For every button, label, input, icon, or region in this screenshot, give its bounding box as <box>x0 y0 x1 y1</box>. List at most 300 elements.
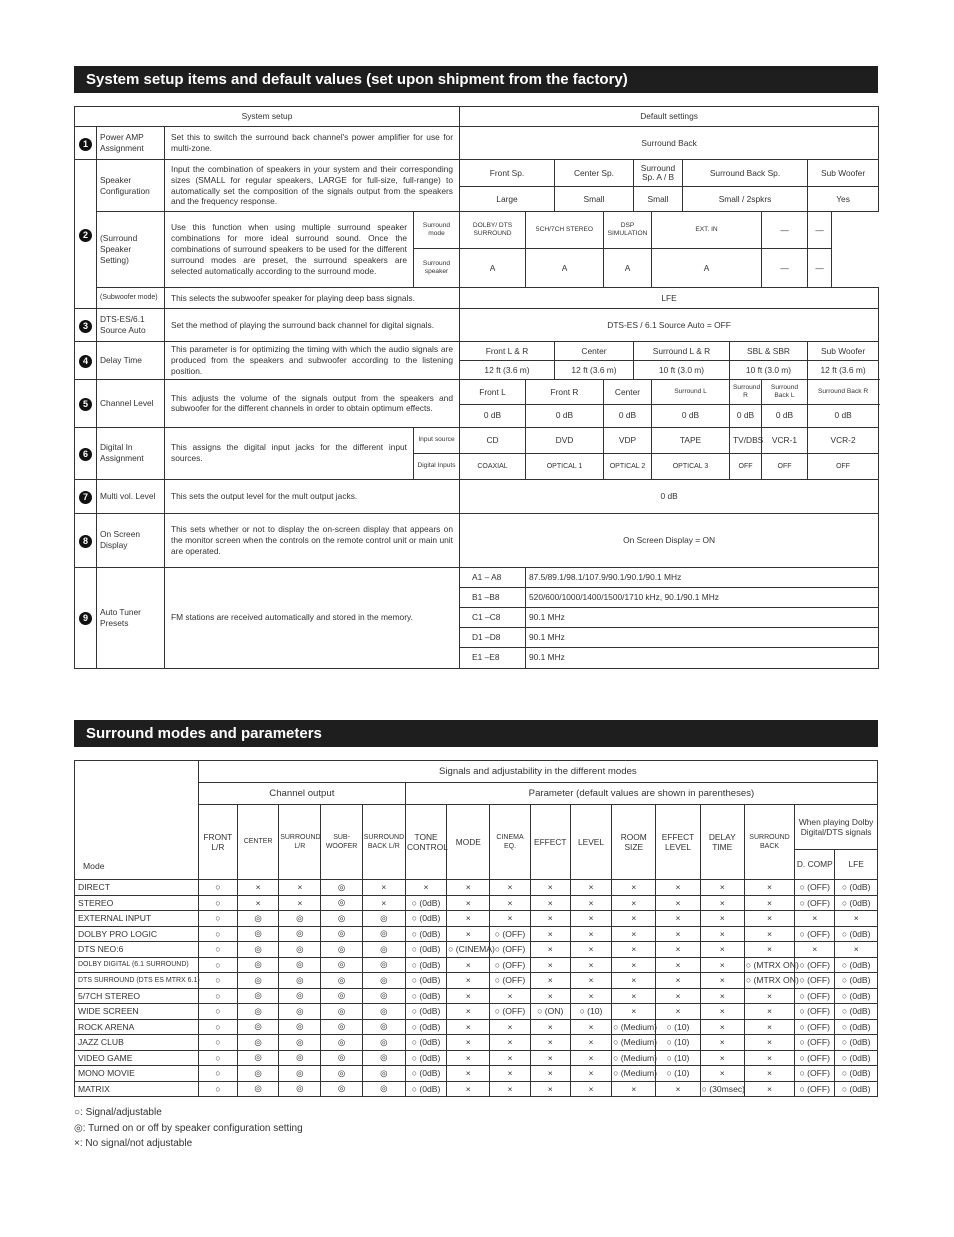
level-head: Front L <box>460 380 526 405</box>
mode-cell: × <box>570 1050 611 1066</box>
mode-cell: × <box>447 1081 490 1097</box>
mode-cell: ○ <box>198 895 237 911</box>
item-description: FM stations are received automatically and stored in the memory. <box>165 567 460 668</box>
default-value: On Screen Display = ON <box>460 513 879 567</box>
mode-cell: × <box>530 1066 570 1082</box>
mode-cell: ○ (0dB) <box>405 926 446 942</box>
item-name: Power AMP Assignment <box>97 127 165 160</box>
item-number: 5 <box>75 380 97 428</box>
preset-band: E1 –E8 <box>460 647 526 668</box>
mode-cell: × <box>405 880 446 896</box>
mode-cell: × <box>447 1019 490 1035</box>
mode-cell: ◎ <box>237 973 278 989</box>
delay-value: 12 ft (3.6 m) <box>808 361 879 380</box>
mode-cell: ○ <box>198 1004 237 1020</box>
mode-cell: ○ (OFF) <box>795 973 835 989</box>
mode-cell: ◎ <box>362 1019 405 1035</box>
mode-cell: ○ <box>198 1066 237 1082</box>
mode-cell: × <box>570 895 611 911</box>
mode-name: STEREO <box>75 895 199 911</box>
mode-name: DIRECT <box>75 880 199 896</box>
mode-cell: ◎ <box>237 1019 278 1035</box>
dolby-dts-header: When playing Dolby Digital/DTS signals <box>795 805 878 850</box>
delay-value: 10 ft (3.0 m) <box>730 361 808 380</box>
mode-cell: ◎ <box>362 1004 405 1020</box>
mode-cell: × <box>612 880 656 896</box>
surround-mode: EXT. IN <box>652 212 762 249</box>
mode-cell: ○ (OFF) <box>795 988 835 1004</box>
preset-band: B1 –B8 <box>460 587 526 607</box>
mode-cell: × <box>700 1066 744 1082</box>
mode-cell: ◎ <box>279 1081 321 1097</box>
surround-mode: — <box>808 212 832 249</box>
mode-cell: × <box>700 1035 744 1051</box>
mode-cell: ○ (0dB) <box>835 1035 878 1051</box>
mode-cell: × <box>490 1019 530 1035</box>
mode-cell: × <box>490 1035 530 1051</box>
mode-cell: ◎ <box>237 926 278 942</box>
mode-cell: ◎ <box>362 1066 405 1082</box>
speaker-value: Small <box>555 187 634 212</box>
mode-cell: × <box>362 895 405 911</box>
mode-cell: ○ (OFF) <box>490 973 530 989</box>
mode-cell: × <box>530 957 570 973</box>
mode-cell: × <box>570 1035 611 1051</box>
table-row <box>75 880 878 896</box>
mode-cell: × <box>530 895 570 911</box>
mode-cell: ◎ <box>279 926 321 942</box>
mode-cell: ○ (0dB) <box>405 957 446 973</box>
column-header: FRONT L/R <box>198 805 237 880</box>
item-number: 9 <box>75 567 97 668</box>
mode-cell: ○ (Medium) <box>612 1019 656 1035</box>
mode-cell: × <box>490 1050 530 1066</box>
item-number: 3 <box>75 309 97 342</box>
mode-cell: ○ (Medium) <box>612 1035 656 1051</box>
mode-cell: ○ <box>198 1035 237 1051</box>
system-setup-table <box>74 106 879 669</box>
mode-cell: × <box>700 1004 744 1020</box>
column-header: D. COMP <box>795 850 835 880</box>
mode-cell: × <box>530 973 570 989</box>
delay-head: SBL & SBR <box>730 342 808 361</box>
mode-name: DTS SURROUND (DTS ES MTRX 6.1) <box>75 973 199 989</box>
mode-cell: ◎ <box>237 911 278 927</box>
table-row <box>75 973 878 989</box>
input-source: DVD <box>526 427 604 453</box>
mode-cell: × <box>700 957 744 973</box>
mode-cell: × <box>744 988 794 1004</box>
mode-cell: ◎ <box>279 957 321 973</box>
mode-cell: × <box>447 1066 490 1082</box>
mode-cell: ○ (10) <box>656 1050 700 1066</box>
surround-mode: 5CH/7CH STEREO <box>526 212 604 249</box>
item-name: On Screen Display <box>97 513 165 567</box>
mode-cell: ◎ <box>279 1035 321 1051</box>
mode-name: MATRIX <box>75 1081 199 1097</box>
mode-cell: × <box>700 1019 744 1035</box>
section-title-surround-modes: Surround modes and parameters <box>74 720 878 747</box>
mode-cell: ○ (ON) <box>530 1004 570 1020</box>
mode-cell: × <box>656 973 700 989</box>
mode-cell: ◎ <box>237 1004 278 1020</box>
column-header: TONE CONTROL <box>405 805 446 880</box>
mode-cell: × <box>744 1050 794 1066</box>
mode-cell: ◎ <box>321 1004 362 1020</box>
digital-input: OPTICAL 1 <box>526 453 604 479</box>
section-title-system-setup: System setup items and default values (set upon shipment from the factory) <box>74 66 878 93</box>
surround-speaker: A <box>460 249 526 288</box>
mode-cell: × <box>447 1004 490 1020</box>
delay-value: 12 ft (3.6 m) <box>555 361 634 380</box>
mode-cell: ○ (OFF) <box>490 926 530 942</box>
mode-cell: × <box>612 895 656 911</box>
mode-cell: ○ (0dB) <box>405 895 446 911</box>
legend-speaker-config: ◎: Turned on or off by speaker configuration setting <box>74 1122 303 1134</box>
mode-cell: ○ (OFF) <box>795 880 835 896</box>
mode-cell: ◎ <box>279 1066 321 1082</box>
mode-name: EXTERNAL INPUT <box>75 911 199 927</box>
mode-cell: × <box>656 911 700 927</box>
mode-cell: ◎ <box>279 1019 321 1035</box>
item-number: 8 <box>75 513 97 567</box>
item-description: This assigns the digital input jacks for the different input sources. <box>165 427 414 479</box>
speaker-value: Small / 2spkrs <box>683 187 808 212</box>
surround-mode: — <box>762 212 808 249</box>
default-value: DTS-ES / 6.1 Source Auto = OFF <box>460 309 879 342</box>
mode-cell: × <box>744 942 794 958</box>
mode-cell: × <box>570 973 611 989</box>
mode-cell: ○ <box>198 926 237 942</box>
mode-cell: ○ (0dB) <box>405 911 446 927</box>
preset-frequencies: 87.5/89.1/98.1/107.9/90.1/90.1/90.1 MHz <box>526 567 879 587</box>
mode-cell: ◎ <box>321 1081 362 1097</box>
mode-cell: ◎ <box>321 988 362 1004</box>
mode-cell: ◎ <box>237 1035 278 1051</box>
mode-cell: × <box>835 911 878 927</box>
mode-cell: × <box>744 911 794 927</box>
mode-cell: ◎ <box>279 1050 321 1066</box>
mode-cell: ◎ <box>321 1066 362 1082</box>
preset-band: A1 – A8 <box>460 567 526 587</box>
digital-inputs-label: Digital Inputs <box>414 453 460 479</box>
surround-speaker: — <box>762 249 808 288</box>
mode-cell: × <box>835 942 878 958</box>
mode-cell: ◎ <box>321 1050 362 1066</box>
mode-cell: × <box>447 957 490 973</box>
mode-cell: ○ (OFF) <box>795 895 835 911</box>
mode-cell: × <box>530 988 570 1004</box>
item-description: Set the method of playing the surround back channel for digital signals. <box>165 309 460 342</box>
speaker-head: Surround Sp. A / B <box>634 160 683 187</box>
mode-cell: ○ (Medium) <box>612 1050 656 1066</box>
speaker-value: Large <box>460 187 555 212</box>
item-description: Use this function when using multiple surround speaker combinations for more ideal surround sound. Once the combinations of surround speakers to be used for the different surround modes are preset, the surround speakers are selected automatically according to the surround mode. <box>165 212 414 288</box>
mode-cell: × <box>447 895 490 911</box>
level-head: Surround R <box>730 380 762 405</box>
mode-cell: ◎ <box>321 926 362 942</box>
mode-cell: ◎ <box>279 973 321 989</box>
preset-frequencies: 90.1 MHz <box>526 607 879 627</box>
surround-speaker: — <box>808 249 832 288</box>
mode-cell: × <box>656 942 700 958</box>
mode-cell: × <box>744 1019 794 1035</box>
mode-cell: × <box>612 926 656 942</box>
mode-cell: ○ (0dB) <box>835 895 878 911</box>
mode-cell: × <box>744 1004 794 1020</box>
item-number: 4 <box>75 342 97 380</box>
mode-cell: ◎ <box>362 1081 405 1097</box>
mode-cell: ○ (OFF) <box>795 926 835 942</box>
item-description: Set this to switch the surround back channel's power amplifier for use for multi-zone. <box>165 127 460 160</box>
delay-head: Surround L & R <box>634 342 730 361</box>
digital-input: OFF <box>808 453 879 479</box>
mode-name: DOLBY DIGITAL (6.1 SURROUND) <box>75 957 199 973</box>
mode-cell: × <box>530 911 570 927</box>
mode-cell: × <box>237 895 278 911</box>
column-header: SURROUND BACK L/R <box>362 805 405 880</box>
mode-name: DOLBY PRO LOGIC <box>75 926 199 942</box>
item-number: 6 <box>75 427 97 479</box>
speaker-head: Surround Back Sp. <box>683 160 808 187</box>
table-row <box>75 1019 878 1035</box>
digital-input: OPTICAL 3 <box>652 453 730 479</box>
level-value: 0 dB <box>460 405 526 428</box>
mode-cell: ◎ <box>362 1050 405 1066</box>
mode-cell: × <box>490 1081 530 1097</box>
mode-cell: × <box>700 926 744 942</box>
mode-cell: × <box>362 880 405 896</box>
mode-cell: × <box>570 942 611 958</box>
delay-head: Sub Woofer <box>808 342 879 361</box>
mode-cell: ○ (0dB) <box>405 1066 446 1082</box>
mode-cell: × <box>570 1019 611 1035</box>
level-value: 0 dB <box>604 405 652 428</box>
mode-cell: × <box>612 1081 656 1097</box>
mode-cell: × <box>744 880 794 896</box>
mode-cell: ◎ <box>321 1019 362 1035</box>
default-value: LFE <box>460 288 879 309</box>
mode-cell: × <box>700 895 744 911</box>
mode-cell: × <box>700 973 744 989</box>
mode-cell: ○ (0dB) <box>835 1019 878 1035</box>
level-head: Front R <box>526 380 604 405</box>
mode-cell: ◎ <box>321 942 362 958</box>
mode-cell: ○ (30msec) <box>700 1081 744 1097</box>
input-source-label: Input source <box>414 427 460 453</box>
column-header: ROOM SIZE <box>612 805 656 880</box>
surround-mode: DOLBY/ DTS SURROUND <box>460 212 526 249</box>
mode-cell: ○ (0dB) <box>835 1050 878 1066</box>
speaker-head: Front Sp. <box>460 160 555 187</box>
mode-cell: × <box>612 973 656 989</box>
mode-cell: × <box>795 942 835 958</box>
mode-cell: × <box>656 895 700 911</box>
table-row <box>75 911 878 927</box>
mode-cell: ○ (0dB) <box>835 1066 878 1082</box>
mode-cell: × <box>612 1004 656 1020</box>
mode-cell: × <box>612 988 656 1004</box>
mode-cell: × <box>447 988 490 1004</box>
speaker-head: Sub Woofer <box>808 160 879 187</box>
level-head: Surround L <box>652 380 730 405</box>
table-row <box>75 957 878 973</box>
level-value: 0 dB <box>730 405 762 428</box>
item-number: 2 <box>75 160 97 309</box>
level-head: Surround Back R <box>808 380 879 405</box>
mode-cell: × <box>795 911 835 927</box>
preset-band: C1 –C8 <box>460 607 526 627</box>
mode-cell: × <box>447 911 490 927</box>
level-head: Center <box>604 380 652 405</box>
mode-cell: × <box>744 926 794 942</box>
mode-cell: × <box>530 1050 570 1066</box>
mode-cell: × <box>612 957 656 973</box>
mode-cell: × <box>447 926 490 942</box>
mode-cell: ◎ <box>237 1081 278 1097</box>
table-row <box>75 926 878 942</box>
mode-cell: ◎ <box>362 988 405 1004</box>
mode-cell: × <box>490 911 530 927</box>
mode-cell: × <box>700 1050 744 1066</box>
surround-speaker: A <box>652 249 762 288</box>
mode-cell: × <box>656 988 700 1004</box>
level-value: 0 dB <box>808 405 879 428</box>
column-header: EFFECT LEVEL <box>656 805 700 880</box>
item-name: (Subwoofer mode) <box>97 288 165 309</box>
input-source: VCR-2 <box>808 427 879 453</box>
mode-cell: × <box>237 880 278 896</box>
table-row <box>75 1035 878 1051</box>
mode-name: MONO MOVIE <box>75 1066 199 1082</box>
mode-cell: ◎ <box>279 911 321 927</box>
column-header: DELAY TIME <box>700 805 744 880</box>
mode-cell: × <box>447 973 490 989</box>
mode-cell: × <box>570 988 611 1004</box>
mode-cell: ◎ <box>279 988 321 1004</box>
mode-cell: ○ (OFF) <box>795 1035 835 1051</box>
mode-cell: ○ (0dB) <box>405 1081 446 1097</box>
item-number: 7 <box>75 479 97 513</box>
input-source: TAPE <box>652 427 730 453</box>
mode-cell: ◎ <box>362 942 405 958</box>
item-name: (Surround Speaker Setting) <box>97 212 165 288</box>
mode-cell: ○ (OFF) <box>795 1004 835 1020</box>
mode-cell: ○ <box>198 1050 237 1066</box>
mode-cell: ○ (0dB) <box>405 973 446 989</box>
mode-cell: ○ <box>198 973 237 989</box>
mode-cell: ◎ <box>237 942 278 958</box>
mode-cell: ◎ <box>321 1035 362 1051</box>
mode-cell: ○ (10) <box>656 1035 700 1051</box>
mode-cell: ○ (CINEMA) <box>447 942 490 958</box>
table-row <box>75 1050 878 1066</box>
speaker-head: Center Sp. <box>555 160 634 187</box>
input-source: VDP <box>604 427 652 453</box>
mode-cell: × <box>447 1050 490 1066</box>
mode-cell: ○ (10) <box>656 1019 700 1035</box>
mode-cell: ◎ <box>362 911 405 927</box>
mode-cell: × <box>744 1081 794 1097</box>
item-description: Input the combination of speakers in your system and their corresponding sizes (SMALL for regular speakers, LARGE for full-size, full-range) to automatically set the composition of the signals output from the speakers and the frequency response. <box>165 160 460 212</box>
mode-cell: ◎ <box>362 926 405 942</box>
mode-name: DTS NEO:6 <box>75 942 199 958</box>
table-row <box>75 942 878 958</box>
mode-cell: × <box>570 957 611 973</box>
mode-cell: ○ (OFF) <box>795 1050 835 1066</box>
surround-mode-label: Surround mode <box>414 212 460 249</box>
item-description: This parameter is for optimizing the timing with which the audio signals are produced from the speakers and subwoofer according to the listening position. <box>165 342 460 380</box>
item-name: DTS-ES/6.1 Source Auto <box>97 309 165 342</box>
preset-frequencies: 90.1 MHz <box>526 627 879 647</box>
surround-speaker: A <box>526 249 604 288</box>
mode-cell: × <box>570 1081 611 1097</box>
column-header: CINEMA EQ. <box>490 805 530 880</box>
mode-cell: ◎ <box>362 973 405 989</box>
item-name: Delay Time <box>97 342 165 380</box>
item-number: 1 <box>75 127 97 160</box>
mode-cell: ○ (0dB) <box>405 988 446 1004</box>
mode-cell: ○ (0dB) <box>835 988 878 1004</box>
speaker-value: Small <box>634 187 683 212</box>
mode-cell: ◎ <box>237 957 278 973</box>
mode-cell: ◎ <box>321 973 362 989</box>
preset-frequencies: 90.1 MHz <box>526 647 879 668</box>
mode-cell: × <box>490 880 530 896</box>
item-description: This adjusts the volume of the signals output from the speakers and subwoofer for the different channels in order to obtain optimum effects. <box>165 380 460 428</box>
digital-input: OFF <box>762 453 808 479</box>
mode-cell: ◎ <box>362 1035 405 1051</box>
mode-cell: × <box>570 911 611 927</box>
mode-name: 5/7CH STEREO <box>75 988 199 1004</box>
mode-cell: × <box>700 942 744 958</box>
table-row <box>75 988 878 1004</box>
input-source: VCR-1 <box>762 427 808 453</box>
mode-cell: × <box>570 926 611 942</box>
mode-cell: ○ (0dB) <box>835 880 878 896</box>
surround-modes-table <box>74 760 878 1097</box>
column-header: EFFECT <box>530 805 570 880</box>
mode-cell: ○ <box>198 880 237 896</box>
mode-cell: ○ <box>198 988 237 1004</box>
mode-cell: × <box>279 895 321 911</box>
delay-head: Front L & R <box>460 342 555 361</box>
delay-value: 12 ft (3.6 m) <box>460 361 555 380</box>
mode-cell: × <box>700 988 744 1004</box>
mode-cell: ○ <box>198 1019 237 1035</box>
mode-cell: × <box>530 1035 570 1051</box>
symbol-legend <box>74 1105 303 1152</box>
mode-cell: ○ (0dB) <box>405 1004 446 1020</box>
mode-cell: ○ (10) <box>656 1066 700 1082</box>
mode-cell: ○ (0dB) <box>405 1050 446 1066</box>
mode-cell: ○ (0dB) <box>405 1019 446 1035</box>
mode-name: JAZZ CLUB <box>75 1035 199 1051</box>
table-row <box>75 1081 878 1097</box>
table-row <box>75 1066 878 1082</box>
mode-cell: × <box>447 1035 490 1051</box>
column-header: SURROUND BACK <box>744 805 794 880</box>
input-source: TV/DBS <box>730 427 762 453</box>
mode-cell: ◎ <box>237 1050 278 1066</box>
mode-cell: ○ (OFF) <box>795 957 835 973</box>
mode-cell: × <box>530 942 570 958</box>
mode-cell: ○ (0dB) <box>405 942 446 958</box>
mode-cell: ○ (OFF) <box>795 1066 835 1082</box>
mode-cell: ○ <box>198 1081 237 1097</box>
column-header: CENTER <box>237 805 278 880</box>
level-value: 0 dB <box>526 405 604 428</box>
